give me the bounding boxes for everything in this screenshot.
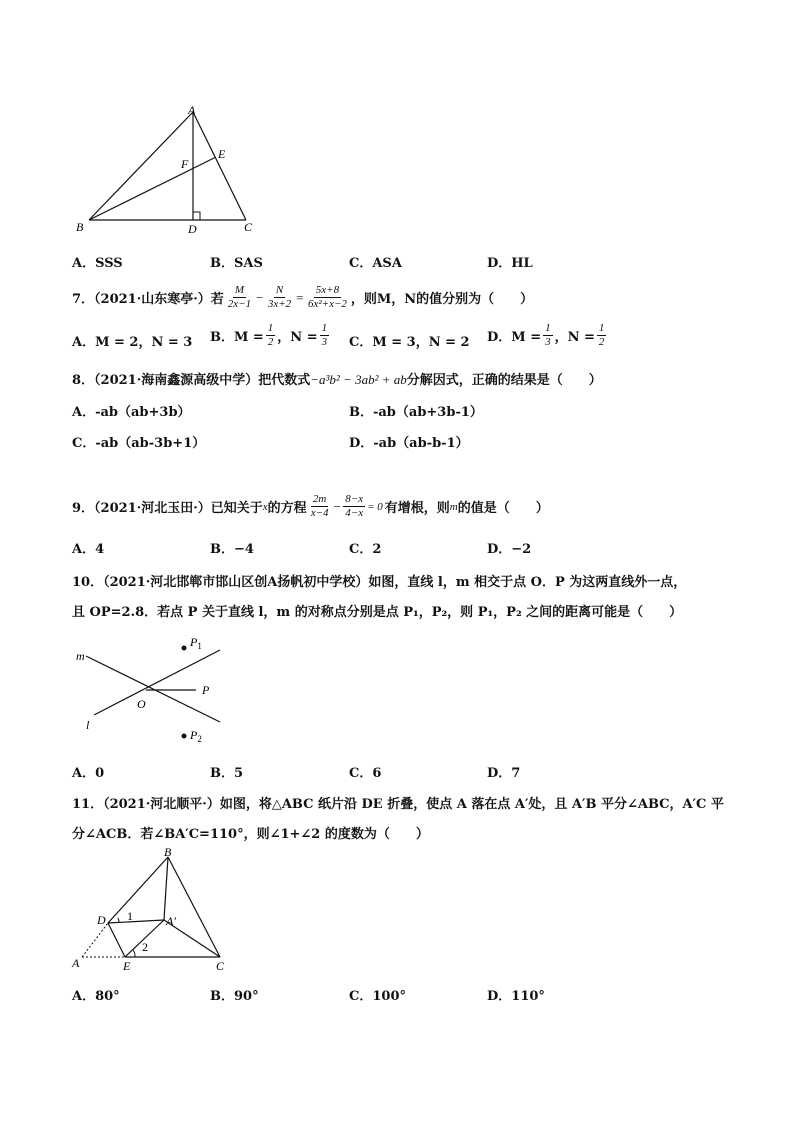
label-angle-1: 1 <box>127 909 133 923</box>
label-p: P <box>202 683 210 697</box>
q11-option-a: A．80° <box>72 989 120 1004</box>
q8-option-b: B．-ab（ab+3b-1） <box>349 405 483 420</box>
segment-a1b <box>164 857 168 920</box>
q7-fraction-2: $\frac{N}{3x+2}$ <box>267 284 292 310</box>
q10-option-d: D．7 <box>487 766 521 781</box>
intersecting-lines-figure-q10 <box>70 630 240 750</box>
q7-minus: − <box>255 289 264 305</box>
label-o: O <box>137 697 146 711</box>
q8-suffix: 分解因式，正确的结果是（ ） <box>406 373 602 388</box>
label-e: E <box>123 959 131 973</box>
q9-equals: = 0 <box>367 500 383 513</box>
label-d: D <box>97 913 106 927</box>
segment-da1 <box>108 920 164 923</box>
q9-var-m: m <box>449 500 458 513</box>
label-b: B <box>164 845 172 859</box>
label-f: F <box>181 157 189 171</box>
q7-fraction-3: $\frac{5x+8}{\text{6x²+x−2}}$ <box>307 284 347 310</box>
folded-triangle-figure-q11 <box>60 840 250 975</box>
q9-option-d: D．−2 <box>487 542 532 557</box>
side-ab <box>89 112 193 220</box>
label-p1: $P_1$ <box>190 635 202 651</box>
q10-option-b: B．5 <box>210 766 244 781</box>
dashed-ad <box>82 923 108 957</box>
angle-2-arc <box>133 950 135 957</box>
label-m: m <box>76 649 85 663</box>
question-8 <box>72 369 602 388</box>
right-angle-mark <box>193 212 200 220</box>
q8-option-a: A．-ab（ab+3b） <box>72 405 191 420</box>
q9-fraction-1: $\frac{2m}{x-4}$ <box>310 493 329 519</box>
q11-option-c: C．100° <box>349 989 406 1004</box>
side-db <box>108 857 168 923</box>
label-e: E <box>218 147 226 161</box>
label-a: A <box>188 103 196 117</box>
q7-option-c: C．M = 3，N = 2 <box>349 335 470 350</box>
q11-option-b: B．90° <box>210 989 259 1004</box>
triangle-figure-q6 <box>70 100 270 240</box>
q7-equals: = <box>295 289 304 305</box>
label-l: l <box>86 718 90 732</box>
q10-option-a: A．0 <box>72 766 105 781</box>
label-b: B <box>76 220 84 234</box>
segment-be <box>89 157 216 220</box>
q7-fraction-1: $\frac{M}{2x-1}$ <box>227 284 252 310</box>
q9-option-c: C．2 <box>349 542 382 557</box>
q9-fraction-2: $\frac{8-x}{4-x}$ <box>345 493 364 519</box>
label-a-prime: A′ <box>166 914 176 928</box>
question-9 <box>72 493 549 520</box>
q6-option-c: C．ASA <box>349 256 402 271</box>
label-d: D <box>188 222 197 236</box>
label-c: C <box>216 959 225 973</box>
q8-expression: −a³b² − 3ab² + ab <box>310 372 407 387</box>
q6-option-a: A．SSS <box>72 256 123 271</box>
label-angle-2: 2 <box>142 940 148 954</box>
q10-option-c: C．6 <box>349 766 382 781</box>
q8-option-d: D．-ab（ab-b-1） <box>349 436 469 451</box>
label-p2: $P_2$ <box>190 728 202 744</box>
q9-prefix: 9．（2021·河北玉田·）已知关于 <box>72 501 263 516</box>
label-a: A <box>72 956 80 970</box>
q8-option-c: C．-ab（ab-3b+1） <box>72 436 206 451</box>
point-p1 <box>182 646 187 651</box>
q7-option-a: A．M = 2，N = 3 <box>72 335 193 350</box>
q6-option-d: D．HL <box>487 256 533 271</box>
q6-option-b: B．SAS <box>210 256 263 271</box>
side-bc <box>168 857 220 957</box>
line-m <box>86 656 220 722</box>
q8-prefix: 8．（2021·海南鑫源高级中学）把代数式 <box>72 373 311 388</box>
question-10-line-2: 且 OP=2.8．若点 P 关于直线 l，m 的对称点分别是点 P₁，P₂，则 P₁，P₂ 之间的距离可能是（ ） <box>72 605 683 620</box>
fold-de <box>108 923 125 957</box>
q9-option-a: A．4 <box>72 542 105 557</box>
q7-option-b: B．M = $\frac{1}{2}$ ，N = $\frac{1}{3}$ <box>210 322 328 348</box>
label-c: C <box>244 220 253 234</box>
q7-suffix: ，则M，N的值分别为（ ） <box>350 292 534 307</box>
q9-minus: − <box>332 498 342 514</box>
q7-prefix: 7．（2021·山东寒亭·）若 <box>72 292 224 307</box>
question-10-line-1: 10．（2021·河北邯郸市邯山区创A扬帆初中学校）如图，直线 l，m 相交于点 O．P 为这两直线外一点， <box>72 575 687 590</box>
question-7 <box>72 284 533 311</box>
q9-option-b: B．−4 <box>210 542 254 557</box>
q7-option-d: D．M = $\frac{1}{3}$ ，N = $\frac{1}{2}$ <box>487 322 605 348</box>
question-11-line-1: 11．（2021·河北顺平·）如图，将△ABC 纸片沿 DE 折叠，使点 A 落在点 A′处，且 A′B 平分∠ABC，A′C 平 <box>72 797 724 812</box>
point-p2 <box>182 734 187 739</box>
q9-suffix-2: 的值是（ ） <box>457 501 549 516</box>
q9-suffix-1: 有增根，则 <box>384 501 450 516</box>
side-ac <box>193 112 246 220</box>
q11-option-d: D．110° <box>487 989 545 1004</box>
q9-var-x: x <box>262 500 268 513</box>
q9-mid: 的方程 <box>267 501 307 516</box>
question-11-line-2: 分∠ACB．若∠BA′C=110°，则∠1+∠2 的度数为（ ） <box>72 827 429 842</box>
